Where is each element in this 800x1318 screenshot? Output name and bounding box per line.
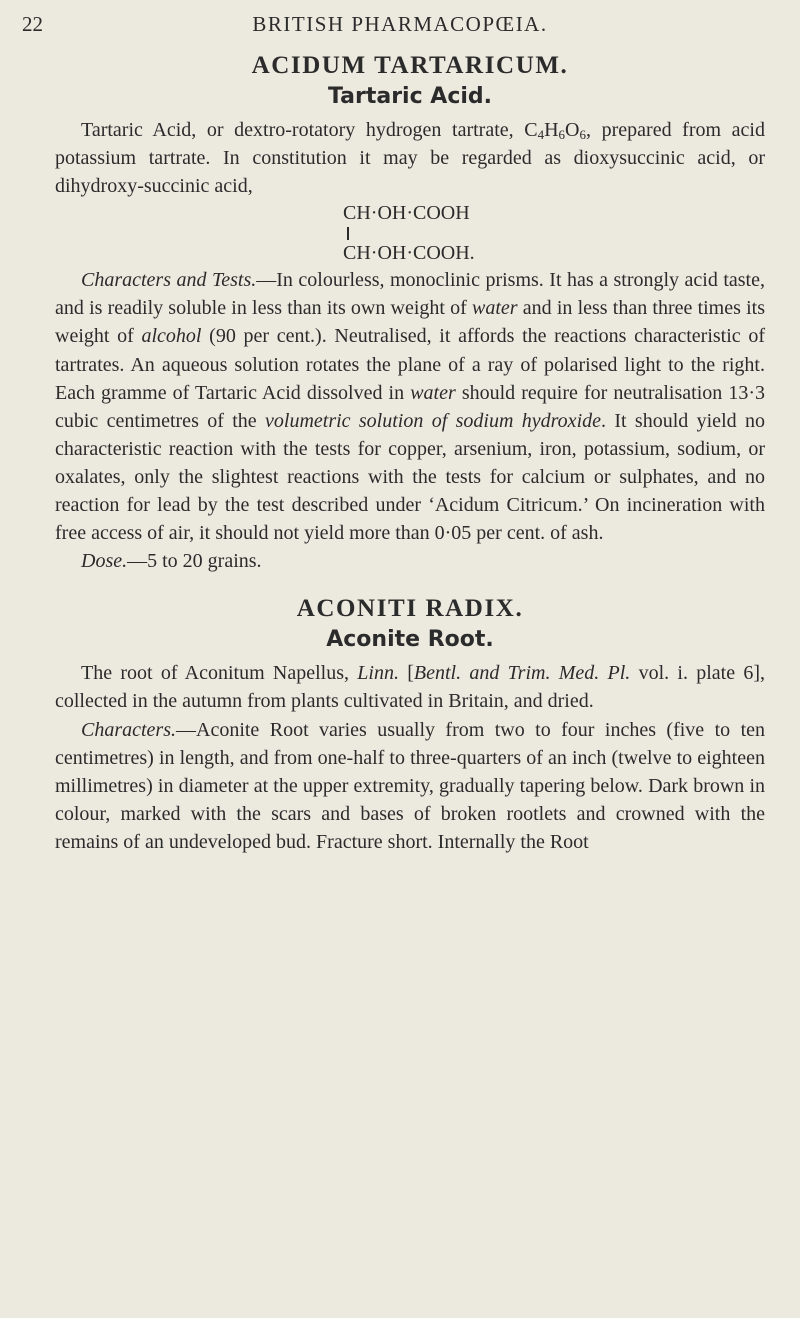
body-text: (90 per cent.). Neutralised, it affords the reactions characteristic of tartrates. An aqueous solution rotates the plane of a ray of polarised light to the right. Each gramme of Tartaric Acid dissolved in (55, 325, 766, 404)
body-text: . It should yield no characteristic reaction with the tests for copper, arsenium, iron, potassium, sodium, or oxalates, only the slightest reactions with the tests for calcium or sulphates, and no reaction for lead by the test described under ‘Acidum Citricum.’ On incineration with free access of air, it should not yield more than 0·05 per cent. of ash. (55, 409, 765, 545)
section-title-acidum-tartaricum: ACIDUM TARTARICUM. (251, 52, 569, 79)
emphasis: water (472, 297, 518, 320)
emphasis: alcohol (141, 325, 202, 348)
aconite-characters-paragraph (55, 716, 765, 856)
intro-text: O (565, 119, 580, 141)
tartaric-characters-paragraph (55, 266, 765, 547)
body-text: [ (398, 662, 414, 685)
intro-text: H (544, 119, 559, 141)
structural-formula-bond (347, 226, 765, 240)
body-text: —Aconite Root varies usually from two to four inches (five to ten centimetres) in length, and from one-half to three-quarters of an inch (twelve to eighteen millimetres) in diameter at the upper extremity, gradually tapering below. Dark brown in colour, marked with the scars and bases of broken rootlets and crowned with the remains of an undeveloped bud. Fracture short. Internally the Root (55, 718, 765, 853)
dose-label: Dose. (81, 550, 128, 573)
characters-label: Characters and Tests. (81, 269, 257, 292)
structural-formula-top: CH·OH·COOH (343, 202, 470, 225)
subscript: 6 (558, 127, 566, 142)
running-head (0, 10, 800, 46)
emphasis: water (410, 381, 456, 404)
body-text: —In colourless, monoclinic prisms. It has a strongly acid taste, and is readily soluble in less than its own weight of (55, 269, 765, 320)
page-content (55, 50, 765, 856)
intro-text: , prepared from acid potassium tartrate. In constitution it may be regarded as dioxysuccinic acid, or dihydroxy-succinic acid, (55, 119, 765, 198)
section-subtitle-tartaric-acid: Tartaric Acid. (327, 84, 493, 109)
characters-label: Characters. (81, 718, 176, 741)
emphasis: Bentl. and Trim. Med. Pl. (413, 662, 631, 685)
subscript: 4 (537, 127, 545, 142)
page-number: 22 (22, 12, 43, 36)
emphasis: volumetric solution of sodium hydroxide (265, 409, 601, 432)
running-title: BRITISH PHARMACOPŒIA. (252, 12, 548, 36)
body-text: should require for neutralisation 13·3 cubic centimetres of the (55, 381, 765, 432)
subscript: 6 (579, 127, 586, 142)
aconite-intro-paragraph (55, 659, 765, 715)
body-text: vol. i. plate 6], collected in the autumn from plants cultivated in Britain, and dried. (55, 662, 765, 713)
bond-line (347, 227, 349, 240)
body-text: and in less than three times its weight of (55, 297, 765, 348)
emphasis: Linn. (357, 662, 399, 685)
section-subtitle-aconite-root: Aconite Root. (326, 627, 494, 653)
tartaric-intro-paragraph (55, 116, 765, 200)
structural-formula-bottom: CH·OH·COOH. (343, 242, 475, 265)
tartaric-dose-paragraph (55, 547, 765, 575)
dose-text: —5 to 20 grains. (127, 550, 262, 573)
section-title-aconiti-radix: ACONITI RADIX. (296, 595, 524, 623)
body-text: The root of Aconitum Napellus, (81, 662, 358, 685)
intro-text: Tartaric Acid, or dextro-rotatory hydrogen tartrate, C (81, 119, 538, 141)
